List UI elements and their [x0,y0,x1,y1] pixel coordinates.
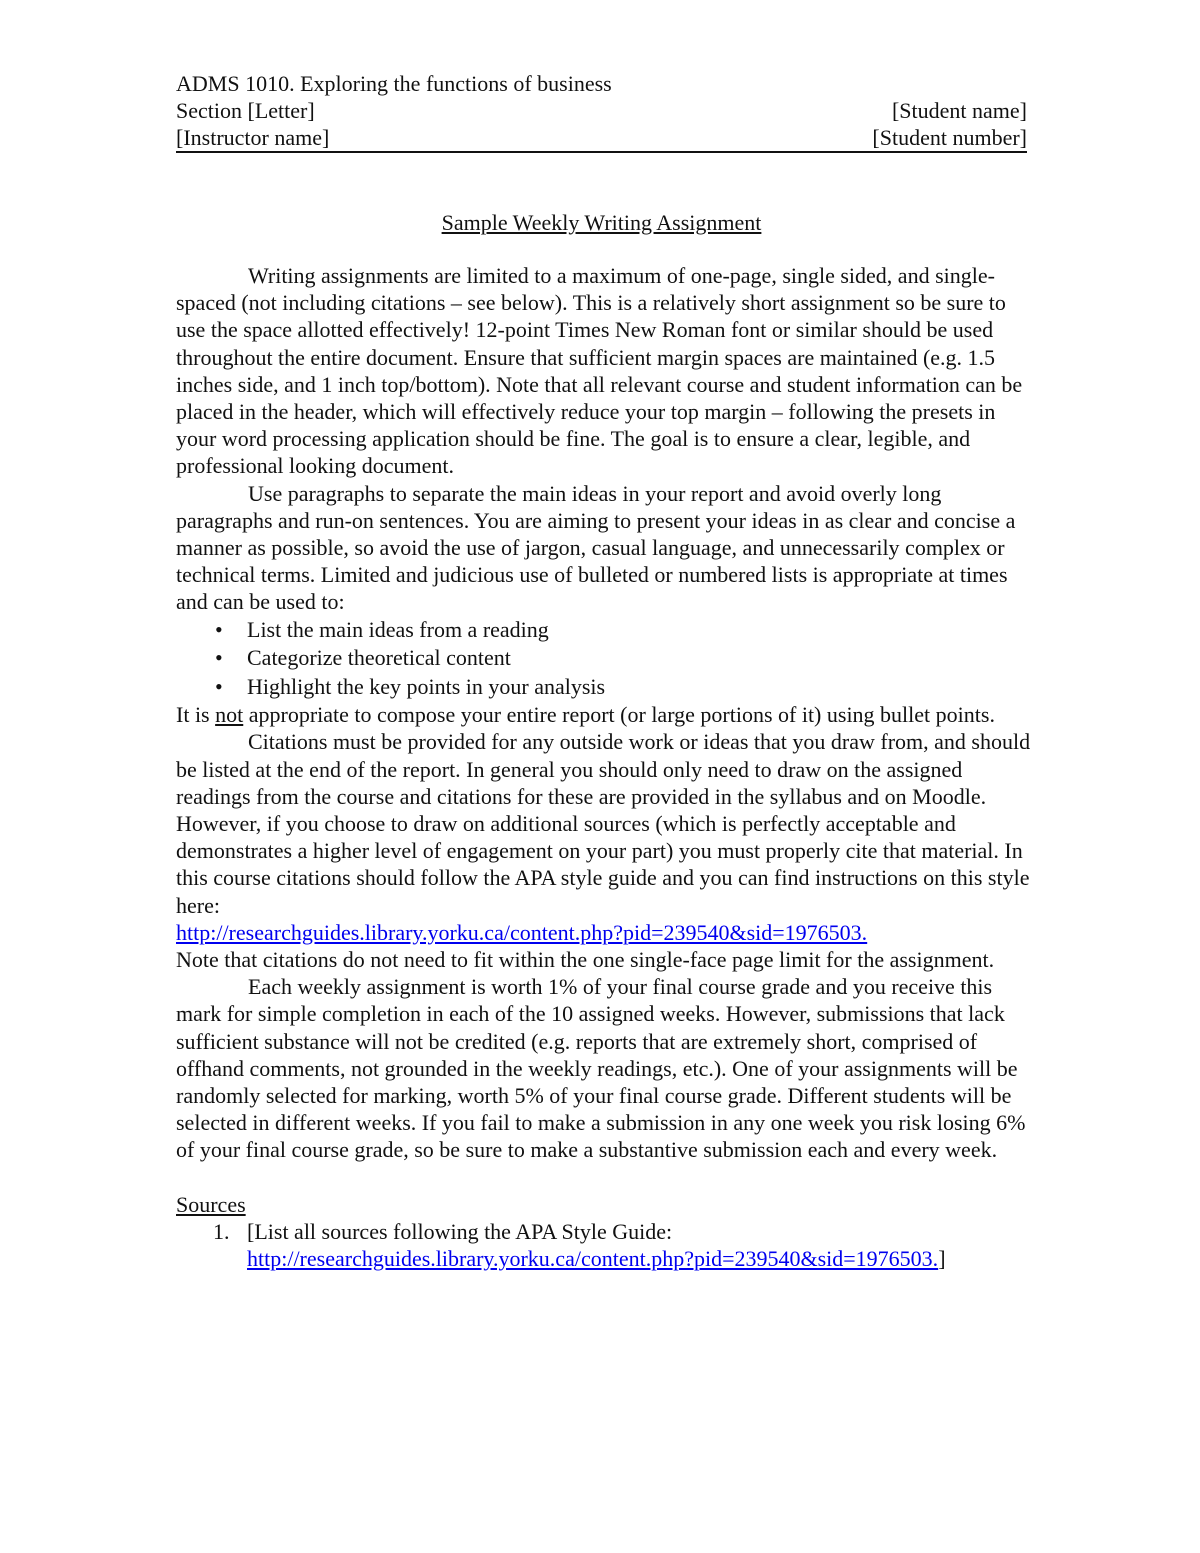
document-title: Sample Weekly Writing Assignment [441,210,762,235]
paragraph-citations: Citations must be provided for any outside work or ideas that you draw from, and should be listed at the end of the report. In general you should only need to draw on the assigned readings from the course and citations for these are provided in the syllabus and on Moodle. However, if you choose to draw on additional sources (which is perfectly acceptable and demonstrates a higher level of engagement on your part) you must properly cite that material. In this course citations should follow the APA style guide and you can find instructions on this style here: [176,729,1031,918]
instructor-name: [Instructor name] [176,125,330,150]
bullet-list [176,616,1036,702]
bullet-icon: • [215,616,223,642]
course-title: ADMS 1010. Exploring the functions of business [176,71,612,96]
list-item: • List the main ideas from a reading [176,616,1036,645]
paragraph-bullet-warning: It is not appropriate to compose your entire report (or large portions of it) using bullet points. [176,702,995,728]
source-number: 1. [213,1218,230,1244]
apa-guide-link[interactable]: http://researchguides.library.yorku.ca/content.php?pid=239540&sid=1976503. [176,919,868,945]
list-item: • Highlight the key points in your analysis [176,673,1036,702]
bullet-icon: • [215,645,223,671]
list-item: • Categorize theoretical content [176,644,1036,673]
bullet-icon: • [215,673,223,699]
header-divider [176,151,1027,153]
document-body [176,262,1036,1272]
header-row-instructor [176,124,1027,151]
paragraph-grading: Each weekly assignment is worth 1% of your final course grade and you receive this mark for simple completion in each of the 10 assigned weeks. However, submissions that lack sufficient substance will not be credited (e.g. reports that are extremely short, comprised of offhand comments, not grounded in the weekly readings, etc.). One of your assignments will be randomly selected for marking, worth 5% of your final course grade. Different students will be selected in different weeks. If you fail to make a submission in any one week you risk losing 6% of your final course grade, so be sure to make a substantive submission each and every week. [176,974,1026,1163]
source-item: 1. [List all sources following the APA Style Guide: http://researchguides.library.yorku.ca/content.php?pid=239540&sid=1976503.] [213,1218,946,1271]
student-number: [Student number] [872,125,1027,150]
paragraph-style: Use paragraphs to separate the main ideas in your report and avoid overly long paragraphs and run-on sentences. You are aiming to present your ideas in as clear and concise a manner as possible, so avoid the use of jargon, casual language, and unnecessarily complex or technical terms. Limited and judicious use of bulleted or numbered lists is appropriate at times and can be used to: [176,480,1016,615]
paragraph-citation-note: Note that citations do not need to fit within the one single-face page limit for the assignment. [176,946,995,972]
header-row-section [176,97,1027,124]
sources-heading: Sources [176,1191,246,1217]
paragraph-format: Writing assignments are limited to a maximum of one-page, single sided, and single-spaced (not including citations – see below). This is a relatively short assignment so be sure to use the space allotted effectively! 12-point Times New Roman font or similar should be used throughout the entire document. Ensure that sufficient margin spaces are maintained (e.g. 1.5 inches side, and 1 inch top/bottom). Note that all relevant course and student information can be placed in the header, which will effectively reduce your top margin – following the presets in your word processing application should be fine. The goal is to ensure a clear, legible, and professional looking document. [176,263,1023,479]
student-name: [Student name] [891,98,1027,123]
source-link[interactable]: http://researchguides.library.yorku.ca/content.php?pid=239540&sid=1976503. [247,1246,939,1271]
section-label: Section [Letter] [176,98,315,123]
emphasis-not: not [215,702,244,728]
apa-link-line [176,919,1036,946]
document-header [176,70,1027,151]
